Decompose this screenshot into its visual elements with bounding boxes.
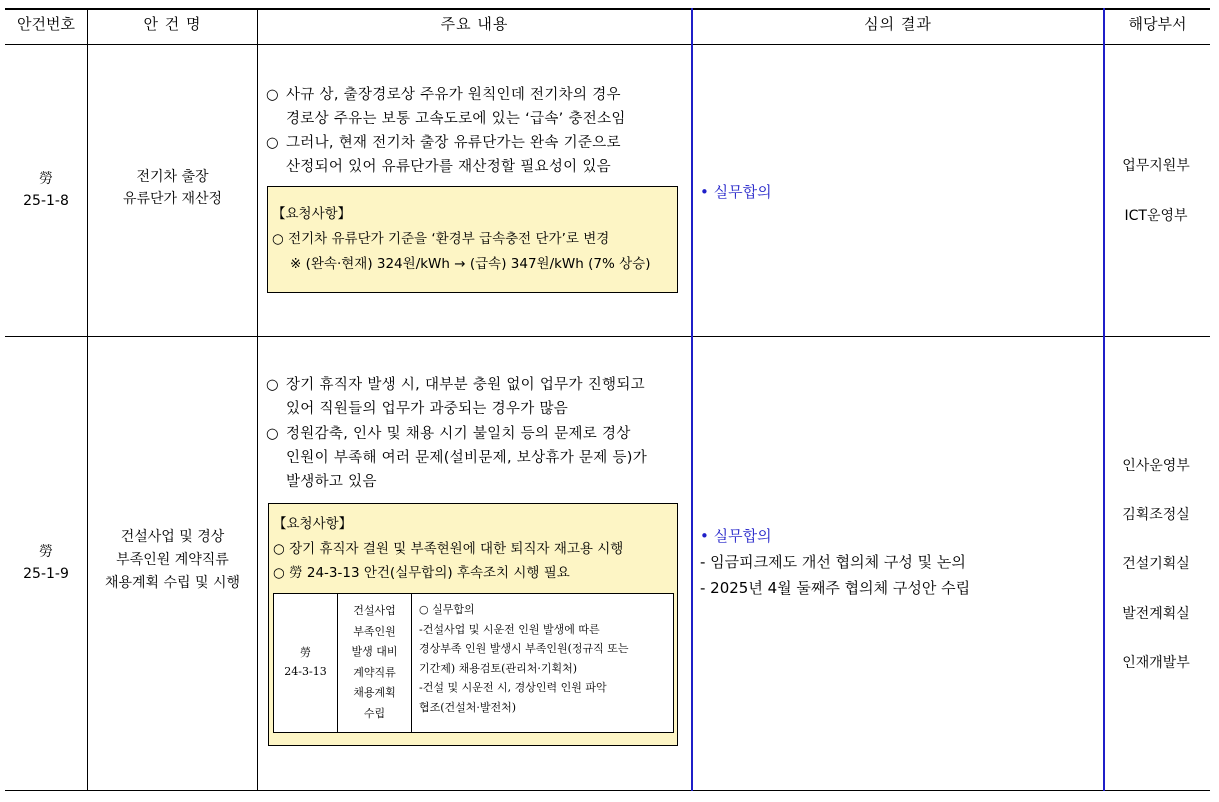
inner-title-line: 채용계획 [353, 686, 396, 699]
row1-name-line1: 전기차 출장 [136, 169, 209, 185]
inner-ref-prefix: 勞 [300, 646, 311, 659]
row2-number-prefix: 勞 [39, 544, 53, 560]
circle-bullet-icon: ○ [266, 135, 279, 151]
row2-dept-1: 인사운영부 [1122, 458, 1190, 474]
row2-name-line1: 건설사업 및 경상 [120, 529, 225, 545]
circle-bullet-icon: ○ [266, 377, 279, 393]
row2-name-line3: 채용계획 수립 및 시행 [104, 575, 241, 591]
bottom-border [5, 790, 1210, 791]
inner-detail [419, 600, 671, 717]
inner-title-line: 발생 대비 [351, 645, 398, 658]
row1-request-item-2: ※ (완속·현재) 324원/kWh → (급속) 347원/kWh (7% 상승) [290, 256, 651, 272]
inner-detail-line: 경상부족 인원 발생시 부족인원(정규직 또는 [419, 642, 629, 655]
row1-request-item-1: ○ 전기차 유류단가 기준을 ‘환경부 급속충전 단가’로 변경 [272, 231, 610, 247]
inner-ref-number: 24-3-13 [284, 665, 327, 678]
row2-content-2-line2: 인원이 부족해 여러 문제(설비문제, 보상휴가 문제 등)가 [286, 450, 648, 466]
header-dept: 해당부서 [1128, 15, 1187, 33]
row2-inner-table [273, 593, 674, 733]
row1-content-2-line2: 산정되어 있어 유류단가를 재산정할 필요성이 있음 [286, 159, 611, 175]
header-agenda-name: 안 건 명 [143, 15, 202, 33]
row2-name [88, 526, 257, 595]
row1-number [5, 168, 87, 212]
row2-request-box [268, 503, 678, 746]
inner-detail-line: ○ 실무합의 [419, 603, 475, 616]
row1-name [88, 166, 257, 210]
row2-name-line2: 부족인원 계약직류 [116, 552, 229, 568]
row1-dept-2: ICT운영부 [1124, 208, 1188, 224]
row1-content-2-line1: 그러나, 현재 전기차 출장 유류단가는 완속 기준으로 [286, 135, 621, 151]
row-divider [5, 336, 1210, 337]
inner-ref [274, 643, 337, 681]
row2-dept-3: 건설기획실 [1122, 556, 1190, 572]
row2-result-item-2: - 2025년 4월 둘째주 협의체 구성안 수립 [700, 579, 971, 597]
circle-bullet-icon: ○ [266, 87, 279, 103]
row2-result-item-1: - 임금피크제도 개선 협의체 구성 및 논의 [700, 553, 966, 571]
row1-content-item-1 [266, 83, 686, 131]
row2-request-item-2: ○ 勞 24-3-13 안건(실무합의) 후속조치 시행 필요 [273, 565, 570, 581]
header-result: 심의 결과 [864, 15, 932, 33]
row2-content-item-1 [266, 373, 690, 421]
row1-result-bullet: • 실무합의 [700, 183, 772, 201]
row1-content-1-line2: 경로상 주유는 보통 고속도로에 있는 ‘급속’ 충전소임 [286, 111, 626, 127]
inner-title-line: 수립 [363, 706, 386, 720]
col-divider-1 [87, 8, 88, 791]
header-main-content: 주요 내용 [440, 15, 509, 33]
circle-bullet-icon: ○ [266, 426, 279, 442]
inner-title-line: 건설사업 [353, 604, 396, 617]
row1-dept-1: 업무지원부 [1122, 158, 1190, 174]
inner-title-line: 계약직류 [353, 665, 396, 679]
inner-detail-line: -건설 및 시운전 시, 경상인력 인원 파악 [419, 681, 607, 694]
row1-request-title: 【요청사항】 [272, 206, 352, 222]
row2-content-1-line1: 장기 휴직자 발생 시, 대부분 충원 없이 업무가 진행되고 [286, 377, 645, 393]
row2-content-item-2 [266, 422, 690, 494]
row1-number-value: 25-1-8 [23, 193, 69, 209]
row2-request-item-1: ○ 장기 휴직자 결원 및 부족현원에 대한 퇴직자 재고용 시행 [273, 541, 624, 557]
header-bottom-border [5, 44, 1210, 45]
row1-name-line2: 유류단가 재산정 [122, 191, 223, 207]
row1-content-1-line1: 사규 상, 출장경로상 주유가 원칙인데 전기차의 경우 [286, 87, 621, 103]
row2-content-2-line3: 발생하고 있음 [286, 474, 377, 490]
row2-dept-2: 김획조정실 [1122, 507, 1190, 523]
inner-detail-line: -건설사업 및 시운전 인원 발생에 따른 [419, 622, 600, 636]
row2-dept-4: 발전계획실 [1122, 606, 1190, 622]
row2-number [5, 541, 87, 585]
inner-title [338, 601, 411, 724]
row1-number-prefix: 勞 [39, 171, 53, 187]
inner-detail-line: 협조(건설처·발전처) [419, 700, 517, 714]
row2-content-2-line1: 정원감축, 인사 및 채용 시기 불일치 등의 문제로 경상 [286, 426, 631, 442]
col-divider-2 [257, 8, 258, 791]
row2-content-1-line2: 있어 직원들의 업무가 과중되는 경우가 많음 [286, 401, 569, 417]
row1-result [700, 179, 772, 205]
row2-dept-5: 인재개발부 [1122, 655, 1190, 671]
row2-number-value: 25-1-9 [23, 566, 69, 582]
inner-title-line: 부족인원 [353, 624, 396, 638]
inner-col-divider-2 [411, 594, 412, 732]
result-col-right-border [1103, 8, 1105, 791]
header-agenda-no: 안건번호 [17, 15, 75, 33]
row2-request-title: 【요청사항】 [273, 516, 353, 532]
row2-result [700, 523, 970, 601]
result-col-left-border [691, 8, 693, 791]
row1-content-item-2 [266, 131, 686, 179]
inner-detail-line: 기간제) 채용검토(관리처·기획처) [419, 661, 578, 675]
row1-request-box [267, 186, 678, 293]
row2-result-bullet: • 실무합의 [700, 527, 772, 545]
